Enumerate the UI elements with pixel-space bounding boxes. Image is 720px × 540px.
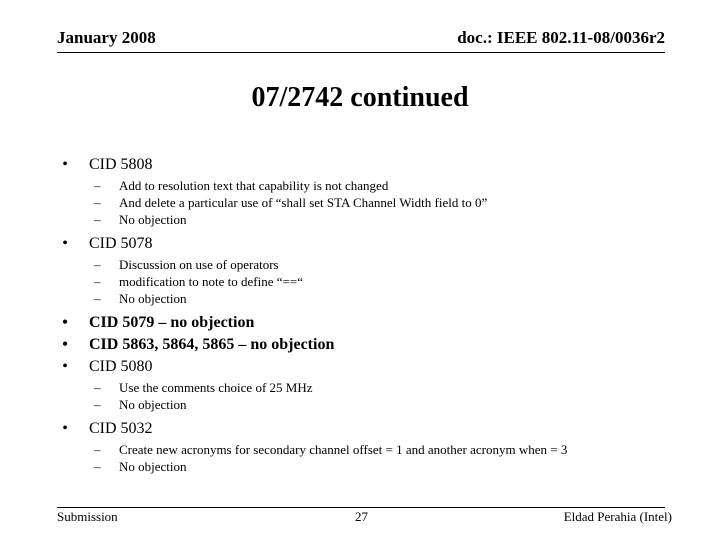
sub-list-item-label: Use the comments choice of 25 MHz [119,380,313,395]
sub-list-item [57,194,677,211]
footer-author: Eldad Perahia (Intel) [563,509,672,524]
list-item-label: CID 5080 [89,358,153,375]
bullet-icon: • [62,420,68,437]
sub-list-item [57,379,677,396]
bullet-list [57,155,677,481]
list-item [57,357,677,377]
list-item-label: CID 5863, 5864, 5865 – no objection [89,336,335,353]
sub-list-item-label: modification to note to define “==“ [119,274,303,289]
sub-list-item [57,256,677,273]
bullet-icon: • [62,336,68,353]
sub-list [57,177,677,228]
footer-submission: Submission [57,509,118,524]
sub-list-item [57,290,677,307]
sub-list-item-label: No objection [119,212,187,227]
footer-page-number: 27 [355,509,368,524]
sub-list-item [57,211,677,228]
header-doc-id: doc.: IEEE 802.11-08/0036r2 [457,28,665,47]
list-item [57,335,677,355]
sub-list [57,256,677,307]
dash-icon: – [94,195,101,210]
sub-list-item [57,458,677,475]
dash-icon: – [94,397,101,412]
dash-icon: – [94,257,101,272]
sub-list-item-label: No objection [119,291,187,306]
list-item [57,155,677,175]
sub-list-item-label: Discussion on use of operators [119,257,279,272]
sub-list [57,379,677,413]
dash-icon: – [94,291,101,306]
dash-icon: – [94,178,101,193]
dash-icon: – [94,442,101,457]
list-item [57,419,677,439]
sub-list-item [57,441,677,458]
bullet-icon: • [62,156,68,173]
list-item-label: CID 5079 – no objection [89,314,255,331]
sub-list [57,441,677,475]
bullet-icon: • [62,358,68,375]
slide-title: 07/2742 continued [251,82,469,113]
bullet-icon: • [62,314,68,331]
sub-list-item-label: No objection [119,459,187,474]
list-item-label: CID 5808 [89,156,153,173]
list-item [57,313,677,333]
sub-list-item [57,177,677,194]
list-item-label: CID 5078 [89,235,153,252]
sub-list-item-label: Add to resolution text that capability is not changed [119,178,389,193]
sub-list-item [57,396,677,413]
dash-icon: – [94,274,101,289]
sub-list-item [57,273,677,290]
dash-icon: – [94,212,101,227]
dash-icon: – [94,459,101,474]
footer-rule [57,507,665,508]
sub-list-item-label: And delete a particular use of “shall set STA Channel Width field to 0” [119,195,488,210]
header-rule [57,52,665,53]
dash-icon: – [94,380,101,395]
sub-list-item-label: No objection [119,397,187,412]
list-item [57,234,677,254]
list-item-label: CID 5032 [89,420,153,437]
header-date: January 2008 [57,28,156,47]
sub-list-item-label: Create new acronyms for secondary channel offset = 1 and another acronym when = 3 [119,442,568,457]
bullet-icon: • [62,235,68,252]
